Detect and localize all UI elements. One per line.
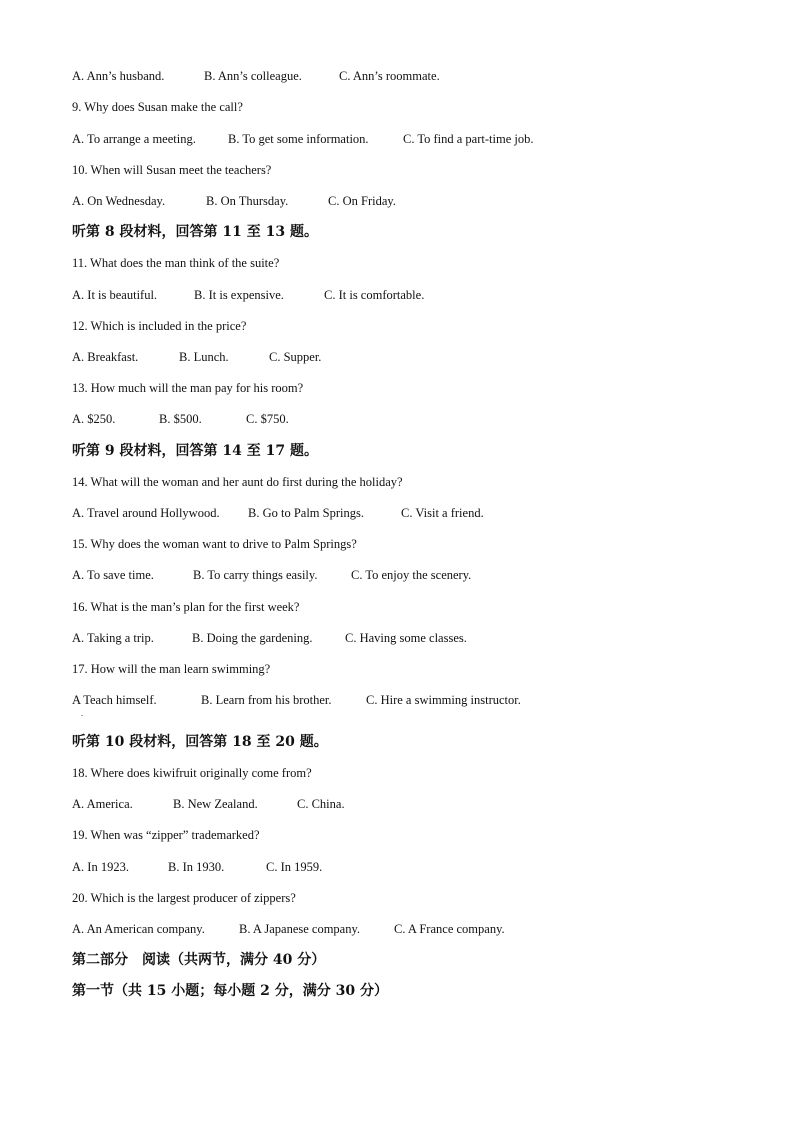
option-a: A. An American company. xyxy=(72,922,205,936)
option-c: C. $750. xyxy=(246,412,289,426)
option-b: B. New Zealand. xyxy=(173,797,258,811)
option-a: A. America. xyxy=(72,797,133,811)
option-c: C. It is comfortable. xyxy=(324,288,425,302)
option-a: A. Breakfast. xyxy=(72,350,139,364)
option-c: C. Visit a friend. xyxy=(401,506,484,520)
option-a: A. On Wednesday. xyxy=(72,194,166,208)
option-b: B. $500. xyxy=(159,412,202,426)
question-20: 20. Which is the largest producer of zippers? xyxy=(72,891,296,905)
section-one-heading: 第一节（共 15 小题；每小题 2 分，满分 30 分） xyxy=(72,983,388,999)
option-a: A. $250. xyxy=(72,412,116,426)
option-a: A. Ann’s husband. xyxy=(72,69,165,83)
question-11: 11. What does the man think of the suite? xyxy=(72,256,280,270)
question-15: 15. Why does the woman want to drive to Palm Springs? xyxy=(72,537,357,551)
option-c: C. To find a part-time job. xyxy=(403,132,534,146)
section-heading-8: 听第 8 段材料，回答第 11 至 13 题。 xyxy=(72,224,318,240)
question-19: 19. When was “zipper” trademarked? xyxy=(72,828,260,842)
part-two-heading: 第二部分 阅读（共两节，满分 40 分） xyxy=(72,952,326,968)
option-b: B. On Thursday. xyxy=(206,194,289,208)
question-10: 10. When will Susan meet the teachers? xyxy=(72,163,272,177)
option-c: C. China. xyxy=(297,797,345,811)
option-b: B. Learn from his brother. xyxy=(201,693,332,707)
question-13: 13. How much will the man pay for his room? xyxy=(72,381,304,395)
option-b: B. It is expensive. xyxy=(194,288,284,302)
option-b: B. Lunch. xyxy=(179,350,229,364)
question-18: 18. Where does kiwifruit originally come from? xyxy=(72,766,312,780)
section-heading-9: 听第 9 段材料，回答第 14 至 17 题。 xyxy=(72,443,318,459)
stray-mark: . xyxy=(81,709,83,718)
question-9: 9. Why does Susan make the call? xyxy=(72,100,243,114)
option-c: C. Ann’s roommate. xyxy=(339,69,440,83)
question-14: 14. What will the woman and her aunt do first during the holiday? xyxy=(72,475,403,489)
option-b: B. In 1930. xyxy=(168,860,225,874)
option-c: C. A France company. xyxy=(394,922,505,936)
option-b: B. Go to Palm Springs. xyxy=(248,506,364,520)
question-16: 16. What is the man’s plan for the first week? xyxy=(72,600,300,614)
option-c: C. Hire a swimming instructor. xyxy=(366,693,521,707)
question-12: 12. Which is included in the price? xyxy=(72,319,247,333)
option-b: B. To get some information. xyxy=(228,132,369,146)
option-b: B. A Japanese company. xyxy=(239,922,361,936)
option-c: C. In 1959. xyxy=(266,860,323,874)
question-17: 17. How will the man learn swimming? xyxy=(72,662,271,676)
option-b: B. To carry things easily. xyxy=(193,568,318,582)
option-a: A. It is beautiful. xyxy=(72,288,158,302)
option-b: B. Ann’s colleague. xyxy=(204,69,302,83)
option-a: A. To save time. xyxy=(72,568,154,582)
option-c: C. Having some classes. xyxy=(345,631,467,645)
option-c: C. On Friday. xyxy=(328,194,396,208)
section-heading-10: 听第 10 段材料，回答第 18 至 20 题。 xyxy=(72,734,328,750)
option-a: A Teach himself. xyxy=(72,693,157,707)
option-a: A. Taking a trip. xyxy=(72,631,154,645)
option-a: A. To arrange a meeting. xyxy=(72,132,196,146)
option-a: A. In 1923. xyxy=(72,860,129,874)
option-a: A. Travel around Hollywood. xyxy=(72,506,220,520)
option-b: B. Doing the gardening. xyxy=(192,631,313,645)
option-c: C. Supper. xyxy=(269,350,322,364)
option-c: C. To enjoy the scenery. xyxy=(351,568,472,582)
